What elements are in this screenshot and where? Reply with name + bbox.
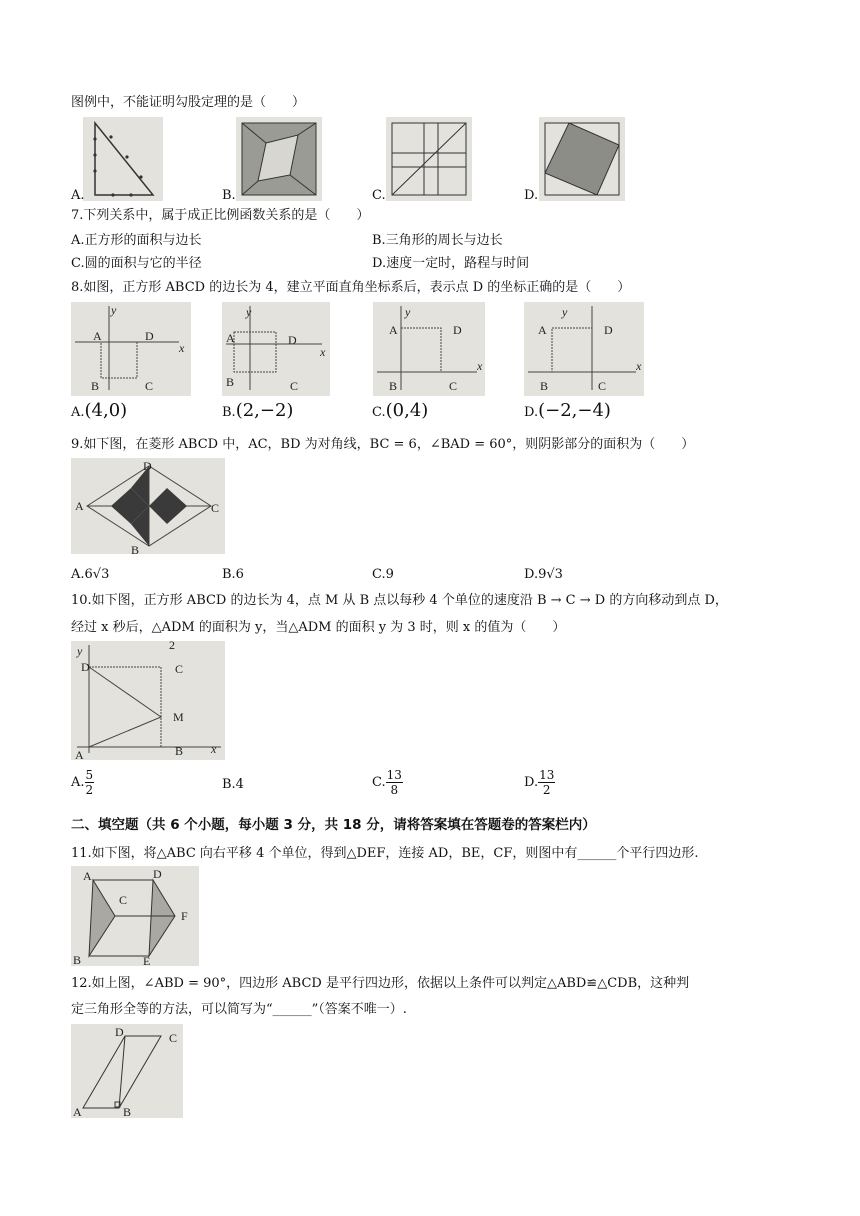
point-a-label: A [93,329,102,343]
q10-option-a[interactable] [71,768,94,797]
q8-option-d-value: (−2,−4) [538,400,611,421]
q8-figure-b [222,302,330,396]
q11-figure [71,866,199,966]
q11-stem: 11.如下图，将△ABC 向右平移 4 个单位，得到△DEF，连接 AD，BE，CF，则图中有______个平行四边形. [71,846,699,861]
x-axis-label: x [636,359,642,373]
point-d-label: D [153,867,162,881]
q9-option-d[interactable]: D.9√3 [524,567,563,582]
point-a-label: A [73,1105,82,1118]
q6-option-b[interactable]: B. [222,188,236,203]
y-axis-label: y [77,644,83,658]
q6-figure-b [236,117,322,201]
q6-figure-d [539,117,625,201]
y-axis-label: y [405,305,411,319]
point-d-label: D [288,333,297,347]
q9-stem: 9.如下图，在菱形 ABCD 中，AC，BD 为对角线，BC = 6，∠BAD = 60°，则阴影部分的面积为（ ） [71,437,695,452]
point-b-label: B [175,744,184,758]
q12-stem-line2: 定三角形全等的方法，可以简写为“______”（答案不唯一）. [71,1002,407,1017]
point-d-label: D [453,323,462,337]
q6-option-c[interactable]: C. [372,188,386,203]
q10-option-d-den: 2 [542,783,551,797]
point-c-label: C [290,379,299,393]
q10-option-b-label: B.4 [222,777,244,792]
point-d-label: D [115,1025,124,1039]
q8-option-a[interactable] [71,400,128,421]
q10-option-a-den: 2 [85,783,94,797]
q8-option-b[interactable] [222,400,294,421]
q8-option-d-label: D. [524,405,539,420]
q10-option-a-num: 5 [85,768,94,782]
point-d-label: D [143,459,152,473]
q9-option-c[interactable]: C.9 [372,567,394,582]
q6-option-d[interactable]: D. [524,188,539,203]
point-a-label: A [226,331,235,345]
point-c-label: C [119,893,128,907]
point-c-label: C [169,1031,178,1045]
q8-option-d[interactable] [524,400,611,421]
q7-option-c[interactable]: C.圆的面积与它的半径 [71,256,202,271]
q8-figure-c [373,302,485,396]
q9-option-a[interactable]: A.6√3 [71,567,110,582]
q7-stem: 7.下列关系中，属于成正比例函数关系的是（ ） [71,208,370,223]
q12-stem-line1: 12.如上图，∠ABD = 90°，四边形 ABCD 是平行四边形，依据以上条件可以判定△ABD≌△CDB，这种判 [71,976,690,991]
point-b-label: B [389,379,398,393]
point-c-label: C [175,662,184,676]
q10-stem-line2: 经过 x 秒后，△ADM 的面积为 y，当△ADM 的面积 y 为 3 时，则 x 的值为（ ） [71,620,566,635]
q10-option-c-label: C. [372,775,386,790]
y-axis-label: y [246,305,252,319]
q10-option-d[interactable] [524,768,555,797]
q6-figure-c [386,117,472,201]
point-b-label: B [131,543,140,554]
q7-option-a[interactable]: A.正方形的面积与边长 [71,233,202,248]
q10-option-d-label: D. [524,775,539,790]
point-b-label: B [226,375,235,389]
q8-figure-a [71,302,191,396]
point-b-label: B [540,379,549,393]
q6-figure-a [83,117,163,201]
q8-option-c[interactable] [372,400,429,421]
point-c-label: C [598,379,607,393]
y-axis-label: y [111,303,117,317]
point-d-label: D [145,329,154,343]
q10-option-b[interactable] [222,777,244,793]
point-b-label: B [73,953,82,966]
point-b-label: B [123,1105,132,1118]
point-c-label: C [449,379,458,393]
q9-option-b[interactable]: B.6 [222,567,244,582]
point-m-label: M [173,710,184,724]
x-axis-label: x [211,742,217,756]
q12-figure [71,1024,183,1118]
q6-option-a[interactable]: A. [71,188,85,203]
q8-option-c-value: (0,4) [385,400,429,421]
q8-option-c-label: C. [372,405,386,420]
q9-figure [71,458,225,554]
point-a-label: A [83,869,92,883]
point-d-label: D [604,323,613,337]
q6-stem: 图例中，不能证明勾股定理的是（ ） [71,95,306,110]
q10-option-a-label: A. [71,775,85,790]
q7-option-d[interactable]: D.速度一定时，路程与时间 [372,256,530,271]
q10-figure [71,641,225,760]
q8-option-b-value: (2,−2) [235,400,294,421]
point-a-label: A [75,499,84,513]
q10-stem-line1: 10.如下图，正方形 ABCD 的边长为 4，点 M 从 B 点以每秒 4 个单位的速度沿 B → C → D 的方向移动到点 D， [71,593,728,608]
q10-option-d-num: 13 [539,768,555,782]
q8-option-a-label: A. [71,405,85,420]
point-e-label: E [143,954,151,966]
point-c-label: C [211,501,220,515]
q8-option-a-value: (4,0) [84,400,128,421]
q7-option-b[interactable]: B.三角形的周长与边长 [372,233,503,248]
point-f-label: F [181,909,188,923]
point-b-label: B [91,379,100,393]
point-d-label: D [81,660,90,674]
q10-option-c[interactable] [372,768,403,797]
q8-figure-d [524,302,644,396]
q8-option-b-label: B. [222,405,236,420]
tick-label: 2 [169,641,175,652]
q8-stem: 8.如图，正方形 ABCD 的边长为 4，建立平面直角坐标系后，表示点 D 的坐标正确的是（ ） [71,280,631,295]
point-a-label: A [538,323,547,337]
point-c-label: C [145,379,154,393]
q10-option-c-num: 13 [386,768,402,782]
point-a-label: A [75,748,84,760]
q10-option-c-den: 8 [390,783,399,797]
x-axis-label: x [477,359,483,373]
point-a-label: A [389,323,398,337]
x-axis-label: x [179,341,185,355]
y-axis-label: y [562,305,568,319]
section-2-heading: 二、填空题（共 6 个小题，每小题 3 分，共 18 分，请将答案填在答题卷的答案栏内） [71,817,596,833]
x-axis-label: x [320,345,326,359]
